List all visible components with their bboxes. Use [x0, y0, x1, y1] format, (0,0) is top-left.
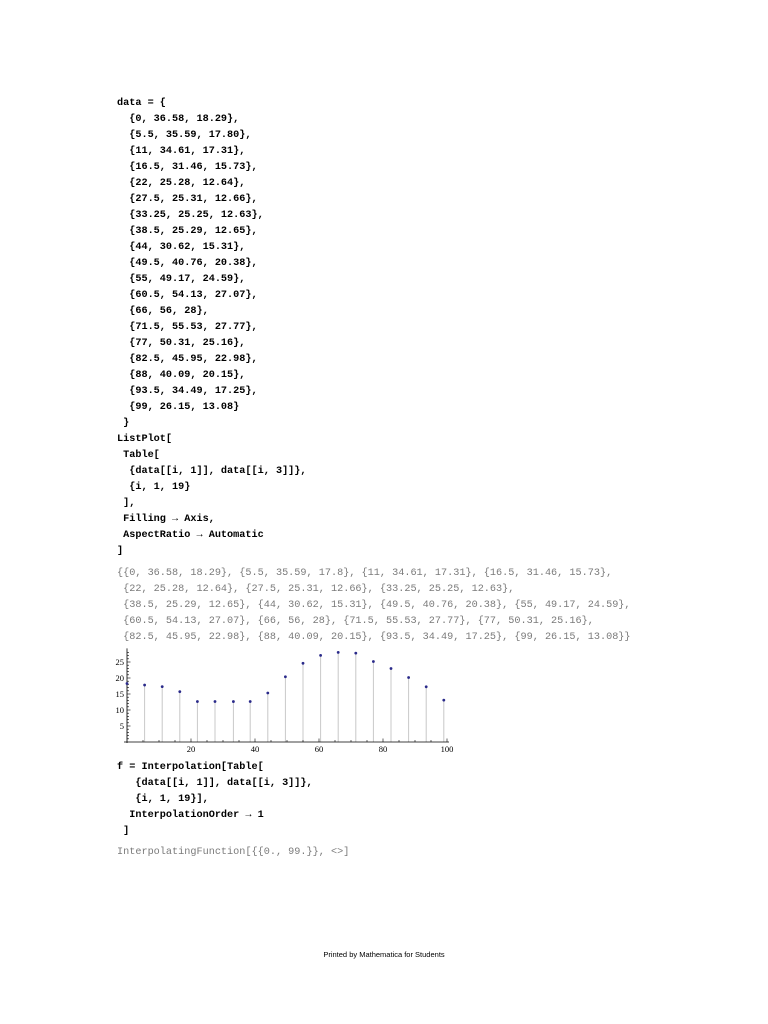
data-point	[319, 654, 322, 657]
input-data-line: {71.5, 55.53, 27.77},	[117, 322, 258, 333]
input-cell-interpolation[interactable]	[117, 760, 313, 840]
input-data-line: {27.5, 25.31, 12.66},	[117, 194, 258, 205]
input-data-line: {99, 26.15, 13.08}	[117, 402, 240, 413]
data-point	[196, 700, 199, 703]
x-tick-label: 40	[250, 744, 260, 754]
input-data-line: ],	[117, 498, 136, 509]
input-interp-line: {i, 1, 19}],	[117, 794, 209, 805]
input-data-line: {60.5, 54.13, 27.07},	[117, 290, 258, 301]
input-data-line: {38.5, 25.29, 12.65},	[117, 226, 258, 237]
input-cell-data[interactable]	[117, 96, 307, 560]
input-data-line: ListPlot[	[117, 434, 173, 445]
x-tick-label: 100	[440, 744, 454, 754]
plot-ticks	[116, 652, 454, 754]
footer-printed-by: Printed by Mathematica for Students	[323, 950, 445, 959]
list-plot	[112, 648, 462, 756]
input-data-line: ]	[117, 546, 124, 557]
output-data-line: {60.5, 54.13, 27.07}, {66, 56, 28}, {71.5, 55.53, 27.77}, {77, 50.31, 25.16},	[117, 616, 594, 627]
y-tick-label: 5	[119, 721, 124, 731]
data-point	[249, 700, 252, 703]
input-data-line: Filling → Axis,	[117, 514, 215, 525]
data-point	[372, 660, 375, 663]
output-interp-line: InterpolatingFunction[{{0., 99.}}, <>]	[117, 847, 350, 858]
x-tick-label: 60	[314, 744, 324, 754]
y-tick-label: 20	[115, 673, 124, 683]
input-data-line: {66, 56, 28},	[117, 306, 209, 317]
input-data-line: }	[117, 418, 130, 429]
input-data-line: {88, 40.09, 20.15},	[117, 370, 246, 381]
input-data-line: {11, 34.61, 17.31},	[117, 146, 246, 157]
input-data-line: {49.5, 40.76, 20.38},	[117, 258, 258, 269]
data-point	[126, 682, 129, 685]
data-point	[354, 652, 357, 655]
y-tick-label: 25	[115, 657, 124, 667]
data-point	[407, 676, 410, 679]
input-data-line: {55, 49.17, 24.59},	[117, 274, 246, 285]
data-point	[442, 699, 445, 702]
data-point	[214, 700, 217, 703]
output-cell-data	[117, 566, 631, 646]
x-tick-label: 80	[378, 744, 388, 754]
data-point	[161, 685, 164, 688]
data-point	[425, 685, 428, 688]
data-point	[337, 651, 340, 654]
plot-axes	[124, 648, 449, 743]
input-interp-line: ]	[117, 826, 130, 837]
output-data-line: {82.5, 45.95, 22.98}, {88, 40.09, 20.15}, {93.5, 34.49, 17.25}, {99, 26.15, 13.08}}	[117, 632, 631, 643]
input-interp-line: {data[[i, 1]], data[[i, 3]]},	[117, 778, 313, 789]
output-data-line: {{0, 36.58, 18.29}, {5.5, 35.59, 17.8}, {11, 34.61, 17.31}, {16.5, 31.46, 15.73},	[117, 568, 613, 579]
input-data-line: {0, 36.58, 18.29},	[117, 114, 240, 125]
input-data-line: AspectRatio → Automatic	[117, 530, 264, 541]
input-data-line: {82.5, 45.95, 22.98},	[117, 354, 258, 365]
output-cell-interpolation	[117, 845, 349, 861]
data-point	[284, 675, 287, 678]
x-tick-label: 20	[186, 744, 196, 754]
input-data-line: {5.5, 35.59, 17.80},	[117, 130, 252, 141]
input-data-line: {data[[i, 1]], data[[i, 3]]},	[117, 466, 307, 477]
data-point	[390, 667, 393, 670]
input-data-line: data = {	[117, 98, 166, 109]
input-data-line: Table[	[117, 450, 160, 461]
data-point	[266, 692, 269, 695]
input-data-line: {93.5, 34.49, 17.25},	[117, 386, 258, 397]
input-data-line: {44, 30.62, 15.31},	[117, 242, 246, 253]
data-point	[232, 700, 235, 703]
input-interp-line: InterpolationOrder → 1	[117, 810, 264, 821]
input-data-line: {i, 1, 19}	[117, 482, 191, 493]
output-data-line: {22, 25.28, 12.64}, {27.5, 25.31, 12.66}, {33.25, 25.25, 12.63},	[117, 584, 515, 595]
input-data-line: {22, 25.28, 12.64},	[117, 178, 246, 189]
input-data-line: {33.25, 25.25, 12.63},	[117, 210, 264, 221]
y-tick-label: 15	[115, 689, 124, 699]
y-tick-label: 10	[115, 705, 124, 715]
input-interp-line: f = Interpolation[Table[	[117, 762, 264, 773]
data-point	[143, 684, 146, 687]
data-point	[178, 690, 181, 693]
plot-filling-lines	[127, 652, 444, 742]
output-data-line: {38.5, 25.29, 12.65}, {44, 30.62, 15.31}, {49.5, 40.76, 20.38}, {55, 49.17, 24.59},	[117, 600, 631, 611]
input-data-line: {16.5, 31.46, 15.73},	[117, 162, 258, 173]
data-point	[302, 662, 305, 665]
input-data-line: {77, 50.31, 25.16},	[117, 338, 246, 349]
